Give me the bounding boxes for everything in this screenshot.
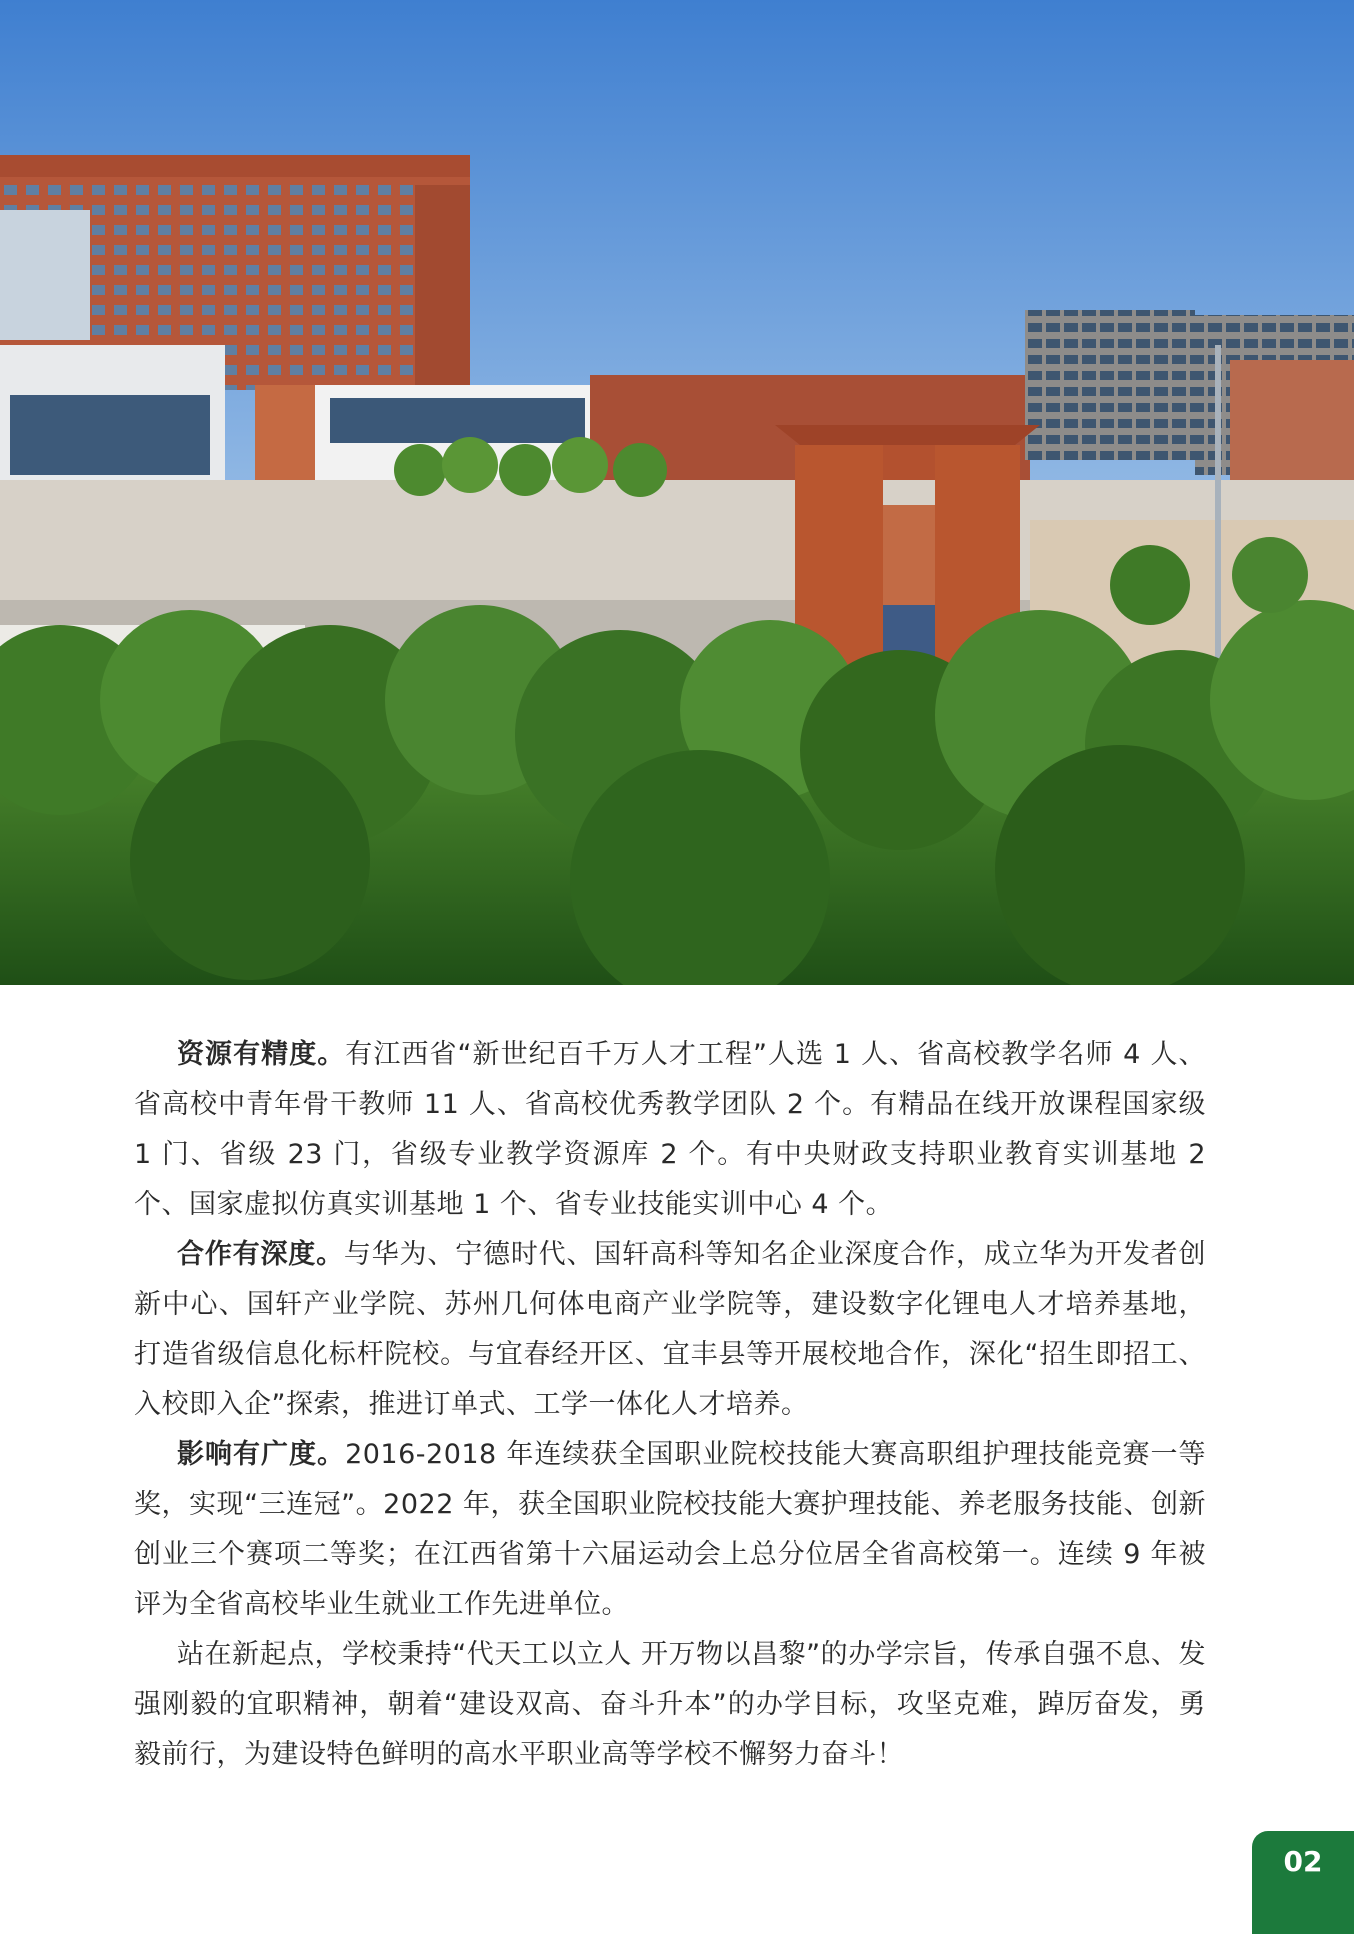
paragraph-influence [134,1430,1206,1630]
light-pole [1215,345,1221,675]
paragraph-lead: 合作有深度。 [177,1239,344,1270]
paragraph-closing [134,1630,1206,1780]
paragraph-text: 2016-2018 年连续获全国职业院校技能大赛高职组护理技能竞赛一等奖，实现“三连冠”。2022 年，获全国职业院校技能大赛护理技能、养老服务技能、创新创业三个赛项二等奖；在江西省第十六届运动会上总分位居全省高校第一。连续 9 年被评为全省高校毕业生就业工作先进单位。 [134,1439,1207,1620]
right-buildings [1025,310,1354,480]
paragraph-resources [134,1030,1206,1230]
page-number: 02 [1283,1845,1323,1878]
paragraph-text: 站在新起点，学校秉持“代天工以立人 开万物以昌黎”的办学宗旨，传承自强不息、发强刚毅的宜职精神，朝着“建设双高、奋斗升本”的办学目标，攻坚克难，踔厉奋发，勇毅前行，为建设特色鲜明的高水平职业高等学校不懈努力奋斗！ [134,1639,1206,1770]
paragraph-text: 有江西省“新世纪百千万人才工程”人选 1 人、省高校教学名师 4 人、省高校中青年骨干教师 11 人、省高校优秀教学团队 2 个。有精品在线开放课程国家级 1 门、省级 23 门，省级专业教学资源库 2 个。有中央财政支持职业教育实训基地 2 个、国家虚拟仿真实训基地 1 个、省专业技能实训中心 4 个。 [134,1039,1206,1220]
paragraph-text: 与华为、宁德时代、国轩高科等知名企业深度合作，成立华为开发者创新中心、国轩产业学院、苏州几何体电商产业学院等，建设数字化锂电人才培养基地，打造省级信息化标杆院校。与宜春经开区、宜丰县等开展校地合作，深化“招生即招工、入校即入企”探索，推进订单式、工学一体化人才培养。 [134,1239,1207,1420]
paragraph-cooperation [134,1230,1206,1430]
paragraph-lead: 资源有精度。 [177,1039,346,1070]
article-body [134,1030,1206,1780]
foreground-trees [0,600,1354,985]
paragraph-lead: 影响有广度。 [177,1439,346,1470]
page-number-tab [1252,1831,1354,1934]
